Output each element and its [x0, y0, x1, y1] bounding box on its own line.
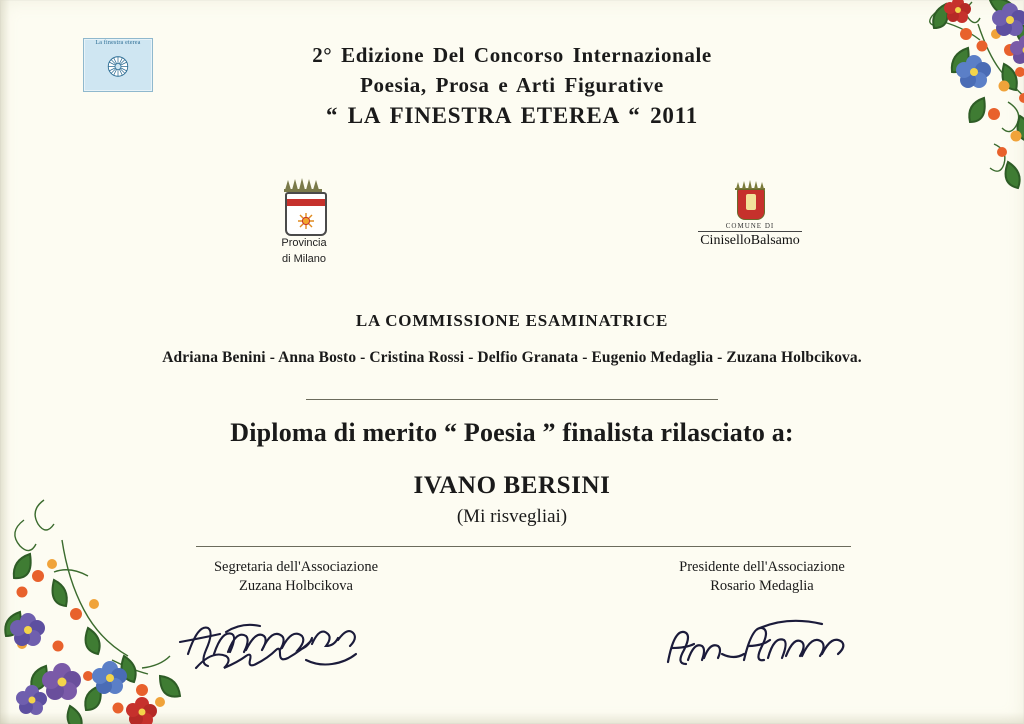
comune-rule	[698, 231, 802, 232]
provincia-milano-logo	[258, 178, 350, 266]
comune-shield-charge	[746, 194, 756, 210]
recipient-name: IVANO BERSINI	[413, 472, 611, 499]
provincia-crown-icon	[283, 178, 325, 192]
comune-cinisello-balsamo-logo	[690, 180, 810, 249]
provincia-shield-icon	[285, 192, 327, 236]
signature-mark-secretary	[166, 602, 426, 672]
title-line-1: 2° Edizione Del Concorso Internazionale	[312, 43, 712, 67]
handwritten-signature-president-icon	[632, 602, 892, 674]
handwritten-signature-secretary-icon	[166, 602, 426, 674]
signature-block-president	[632, 558, 892, 672]
divider-above-award	[306, 399, 718, 400]
award-statement: Diploma di merito “ Poesia ” finalista rilasciato a:	[230, 418, 794, 447]
title-line-2: Poesia, Prosa e Arti Figurative	[360, 73, 664, 97]
provincia-label-line-1: Provincia	[281, 237, 327, 249]
comune-prefix-label: COMUNE DI	[725, 222, 775, 230]
signature-role-secretary: Segretaria dell'Associazione	[213, 559, 379, 575]
title-line-3: “ LA FINESTRA ETEREA “ 2011	[325, 103, 699, 128]
work-title: (Mi risvegliai)	[456, 506, 568, 527]
provincia-sun-icon	[298, 213, 314, 229]
signature-name-president: Rosario Medaglia	[710, 578, 814, 594]
comune-name-label: CiniselloBalsamo	[700, 233, 800, 248]
certificate-title	[0, 40, 1024, 132]
paper-bottom-shadow	[0, 712, 1024, 724]
signature-block-secretary	[166, 558, 426, 672]
commission-members: Adriana Benini - Anna Bosto - Cristina Rossi - Delfio Granata - Eugenio Medaglia - Zuzana Holbcikova.	[162, 349, 862, 366]
provincia-label-line-2: di Milano	[281, 253, 327, 265]
divider-above-signatures	[196, 546, 851, 547]
signature-mark-president	[632, 602, 892, 672]
comune-crest-icon	[733, 180, 767, 220]
association-logo-caption: La finestra eterea	[95, 40, 141, 46]
provincia-crest-icon	[280, 178, 328, 234]
signature-role-president: Presidente dell'Associazione	[679, 559, 845, 575]
signature-name-secretary: Zuzana Holbcikova	[239, 578, 353, 594]
commission-heading: LA COMMISSIONE ESAMINATRICE	[355, 311, 669, 330]
provincia-red-band	[287, 199, 325, 206]
comune-shield-icon	[737, 189, 765, 220]
